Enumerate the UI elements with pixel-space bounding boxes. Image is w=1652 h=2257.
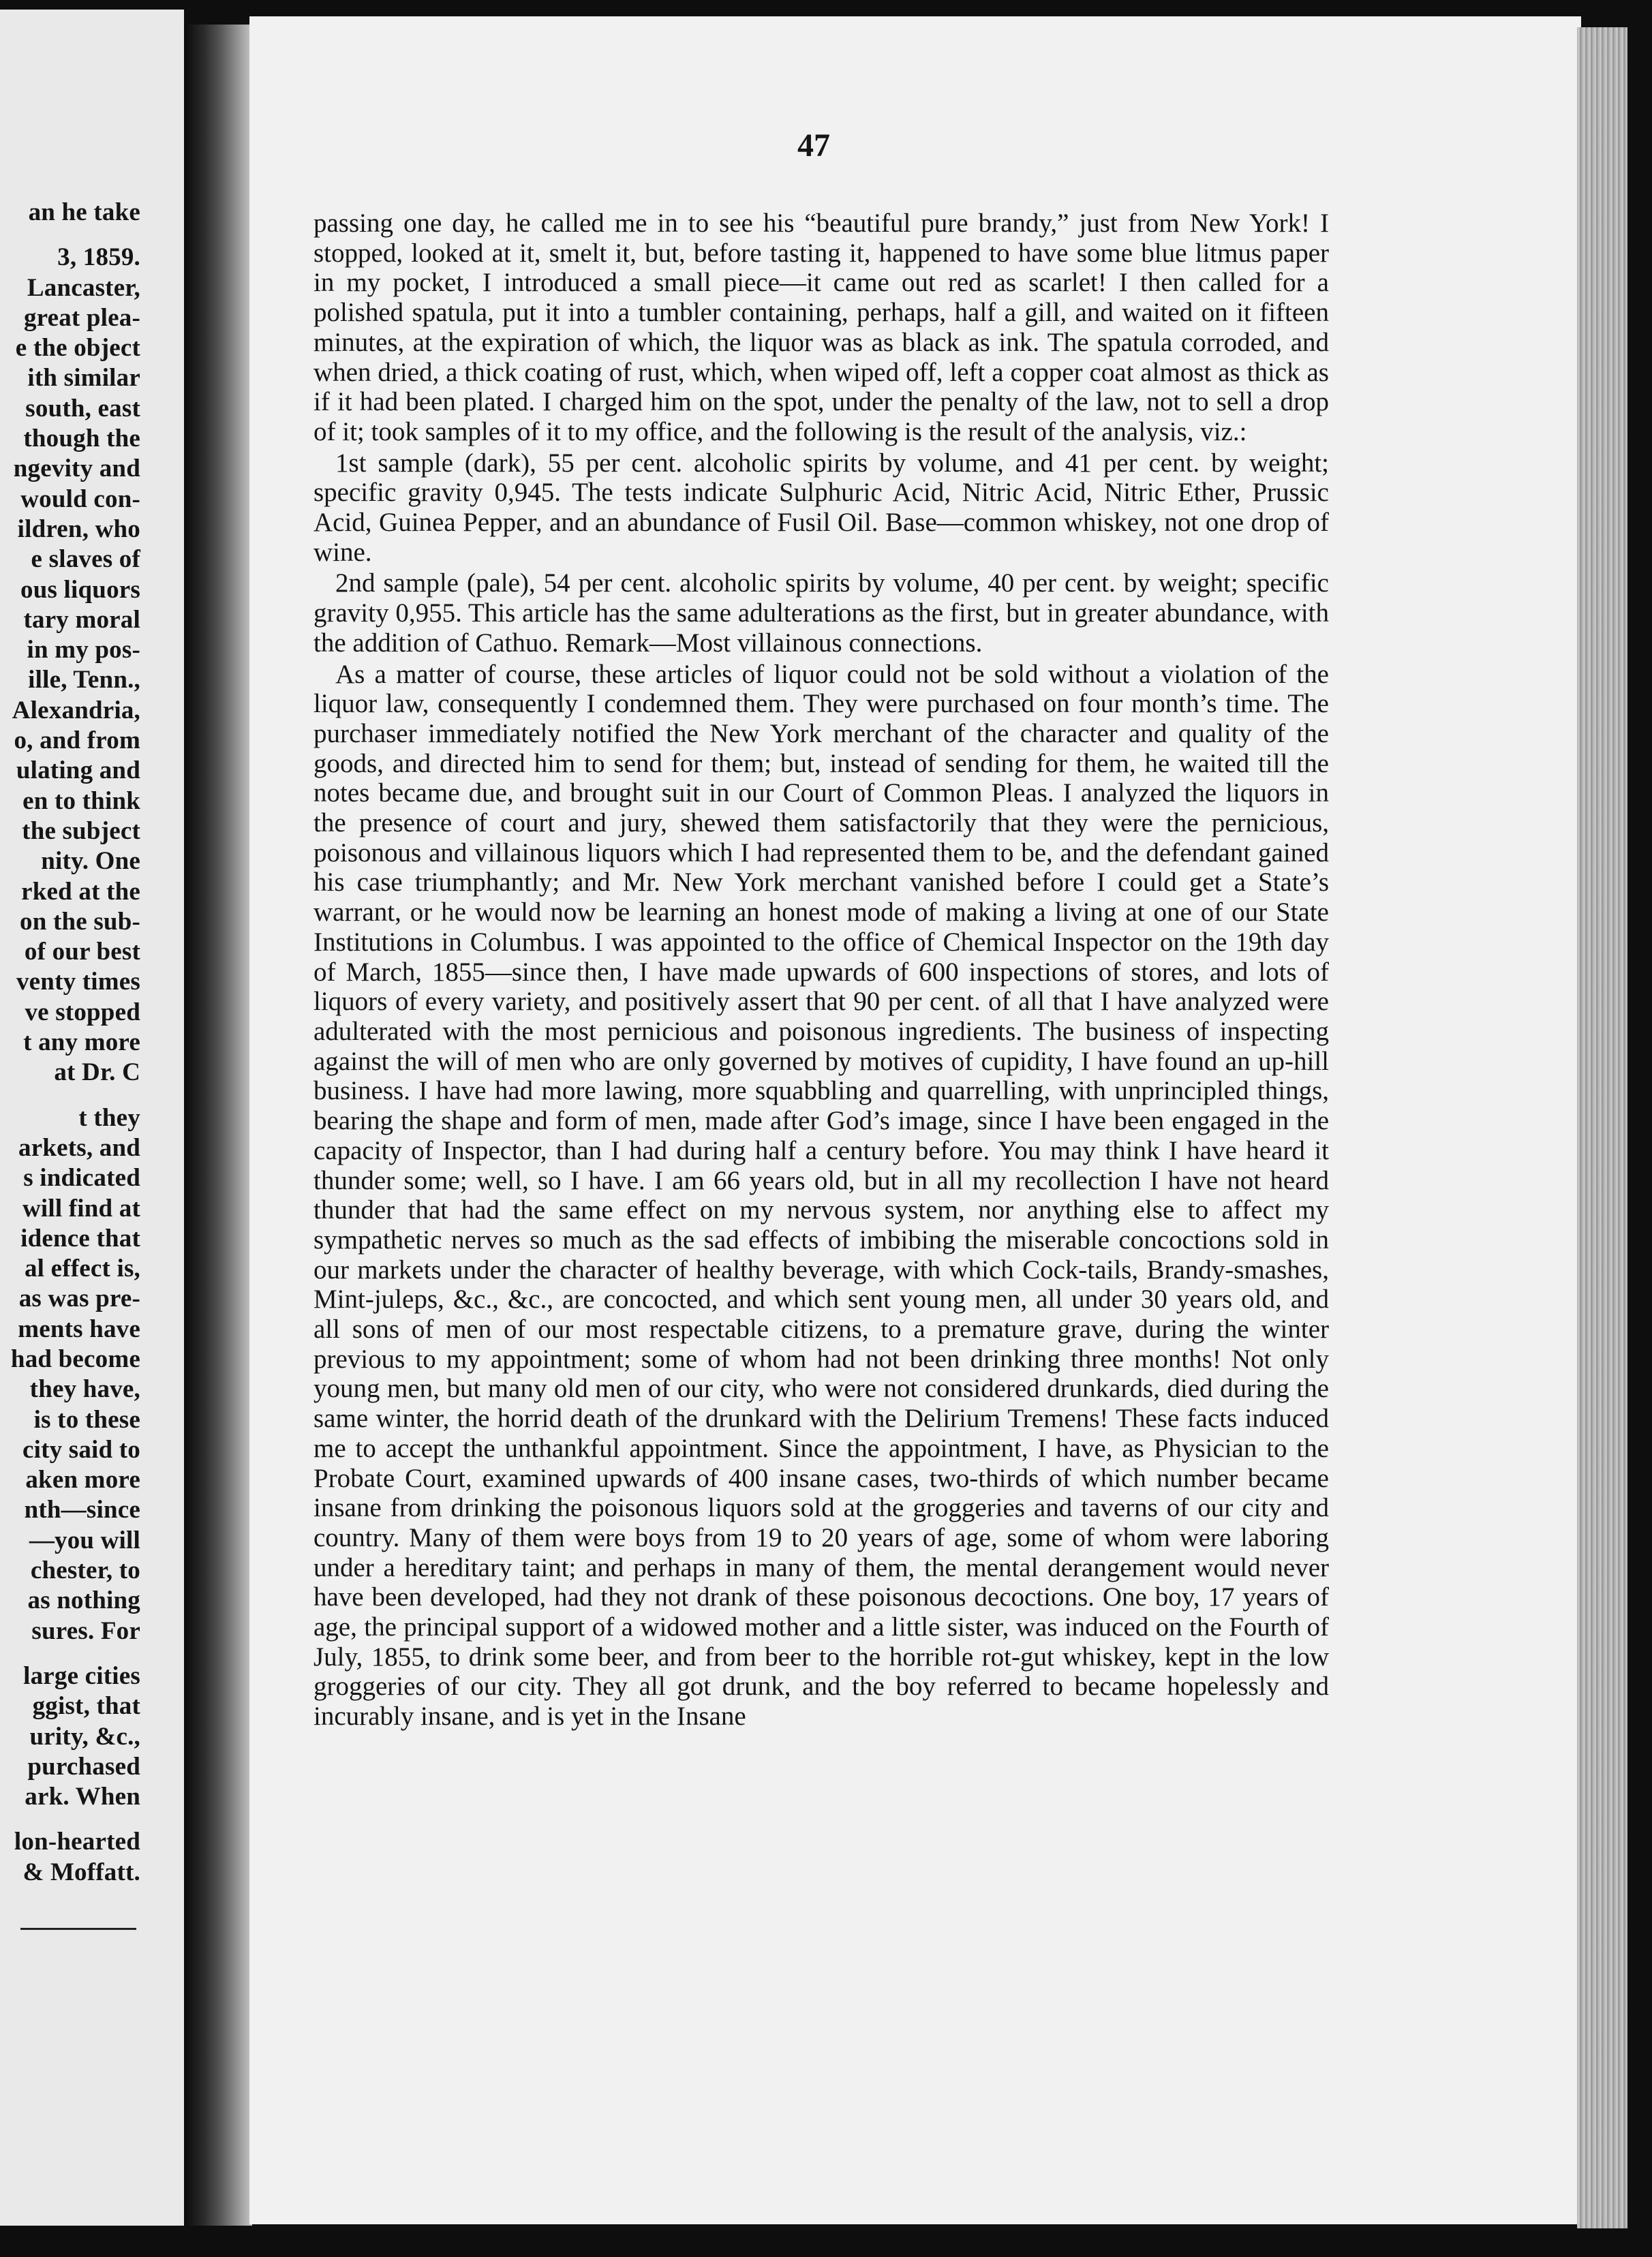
left-page-line: venty times [16,968,140,996]
left-page-line: as nothing [27,1586,140,1615]
paragraph: passing one day, he called me in to see his “beautiful pure brandy,” just from New York! I stopped, looked at it, smelt it, but, before tasting it, happened to have some blue litmus paper in my pocket, I introduced a small piece—it came out red as scarlet! I then called for a polished spatula, put it into a tumbler containing, perhaps, half a gill, and waited on it fifteen minutes, at the expiration of which, the liquor was as black as ink. The spatula corroded, and when dried, a thick coating of rust, which, when wiped off, left a copper coat almost as thick as if it had been plated. I charged him on the spot, under the penalty of the law, not to sell a drop of it; took samples of it to my office, and the following is the result of the analysis, viz.: [313,209,1329,446]
left-page-line: lon-hearted [14,1828,140,1856]
left-page-line: city said to [22,1435,140,1464]
left-facing-page [0,10,184,2226]
left-page-line: ous liquors [20,575,140,604]
left-page-line: great plea- [23,303,140,332]
left-page-line: purchased [27,1752,140,1781]
paragraph: 1st sample (dark), 55 per cent. alcoholic spirits by volume, and 41 per cent. by weight; specific gravity 0,945. The tests indicate Sulphuric Acid, Nitric Acid, Nitric Ether, Prussic Acid, Guinea Pepper, and an abundance of Fusil Oil. Base—common whiskey, not one drop of wine. [313,448,1329,567]
left-page-line: nity. One [41,847,140,876]
left-page-line: tary moral [23,605,140,634]
book-gutter [184,25,252,2226]
left-page-line: urity, &c., [29,1722,140,1751]
left-page-line [0,1088,140,1103]
left-page-line: ith similar [27,364,140,393]
left-page-line [0,228,140,243]
left-page-line: in my pos- [27,636,140,664]
left-page-line: had become [10,1345,140,1373]
left-page-line: en to think [22,786,140,815]
left-page-line: ildren, who [17,515,140,543]
left-page-line: is to these [33,1405,140,1434]
left-page-text-fragments [0,198,140,1888]
paragraph: As a matter of course, these articles of liquor could not be sold without a violation of the liquor law, consequently I condemned them. They were purchased on four month’s time. The purchaser immediately notified the New York merchant of the character and quality of the goods, and directed him to send for them; but, instead of sending for them, he waited till the notes became due, and brought suit in our Court of Common Pleas. I analyzed the liquors in the presence of court and jury, shewed them satisfactorily that they were the pernicious, poisonous and villainous liquors which I had represented them to be, and the defendant gained his case triumphantly; and Mr. New York merchant vanished before I could get a State’s warrant, or he would now be learning an honest mode of making a living at one of our State Institutions in Columbus. I was appointed to the office of Chemical Inspector on the 19th day of March, 1855—since then, I have made upwards of 600 inspections of stores, and lots of liquors of every variety, and positively assert that 90 per cent. of all that I have analyzed were adulterated with the most pernicious and poisonous ingredients. The business of inspecting against the will of men who are only governed by motives of cupidity, I have found an up-hill business. I have had more lawing, more squabbling and quarrelling, with unprincipled things, bearing the shape and form of men, made after God’s image, since I have been engaged in the capacity of Inspector, than I had during half a century before. You may think I have heard it thunder some; well, so I have. I am 66 years old, but in all my recollection I have not heard thunder that had the same effect on my nervous system, nor anything else to affect my sympathetic nerves so much as the sad effects of imbibing the miserable concoctions sold in our markets under the character of healthy beverage, with which Cock-tails, Brandy-smashes, Mint-juleps, &c., &c., are concocted, and which sent young men, all under 30 years old, and all sons of men of our most respectable citizens, to a premature grave, during the winter previous to my appointment; some of whom had not been drinking three months! Not only young men, but many old men of our city, who were not considered drunkards, died during the same winter, the horrid death of the drunkard with the Delirium Tremens! These facts induced me to accept the unthankful appointment. Since the appointment, I have, as Physician to the Probate Court, examined upwards of 400 insane cases, two-thirds of which number became insane from drinking the poisonous liquors sold at the groggeries and taverns of our city and country. Many of them were boys from 19 to 20 years of age, some of whom were laboring under a hereditary taint; and perhaps in many of them, the mental derangement would never have been developed, had they not drank of these poisonous decoctions. One boy, 17 years of age, the principal support of a widowed mother and a little sister, was induced on the Fourth of July, 1855, to drink some beer, and from beer to the horrible rot-gut whiskey, kept in the low groggeries of our city. They all got drunk, and the boy referred to became hopelessly and incurably insane, and is yet in the Insane [313,659,1329,1732]
left-page-line: though the [23,425,140,453]
left-page-line: ve stopped [25,998,140,1026]
paragraph: 2nd sample (pale), 54 per cent. alcoholic spirits by volume, 40 per cent. by weight; specific gravity 0,955. This article has the same adulterations as the first, but in greater abundance, with the addition of Cathuo. Remark—Most villainous connections. [313,568,1329,658]
left-page-line: Alexandria, [12,696,140,724]
left-page-line: rked at the [21,877,140,906]
left-page-line: o, and from [14,726,140,755]
left-page-line: at Dr. C [54,1058,140,1087]
left-page-line: s indicated [23,1164,140,1193]
left-page-line: south, east [25,394,140,423]
left-page-line: & Moffatt. [22,1858,140,1886]
left-page-line: —you will [29,1526,140,1554]
left-page-line: arkets, and [18,1133,140,1162]
left-page-line: nth—since [24,1496,140,1524]
left-page-line [0,1646,140,1661]
left-page-line: of our best [24,938,140,966]
left-page-line: idence that [20,1224,140,1253]
left-page-line: they have, [29,1375,140,1404]
left-page-line: on the sub- [20,907,140,936]
left-page-line: al effect is, [24,1255,140,1283]
left-page-line: sures. For [31,1616,140,1645]
body-text [313,209,1329,1732]
left-page-line: t any more [23,1028,140,1057]
left-page-line: ments have [18,1315,140,1343]
left-page-line: Lancaster, [27,273,140,302]
left-page-line: would con- [20,485,140,513]
left-page-line: chester, to [30,1556,140,1585]
left-page-line: ark. When [25,1783,140,1811]
left-page-line: the subject [22,816,140,845]
left-page-line [0,1812,140,1827]
page-number: 47 [797,127,830,164]
left-page-line: ggist, that [32,1692,140,1721]
left-page-line: e slaves of [31,545,140,574]
left-page-rule [20,1928,136,1930]
left-page-line: 3, 1859. [57,243,140,272]
left-page-line: an he take [28,198,140,226]
left-page-line: as was pre- [18,1285,140,1313]
left-page-line: e the object [15,334,140,363]
left-page-line: t they [78,1103,140,1132]
left-page-line: ille, Tenn., [28,666,140,694]
left-page-line: aken more [25,1466,140,1494]
left-page-line: ngevity and [13,455,140,483]
page-edges [1577,27,1627,2228]
left-page-line: will find at [22,1194,140,1223]
left-page-line: large cities [23,1661,140,1690]
left-page-line: ulating and [16,756,140,785]
